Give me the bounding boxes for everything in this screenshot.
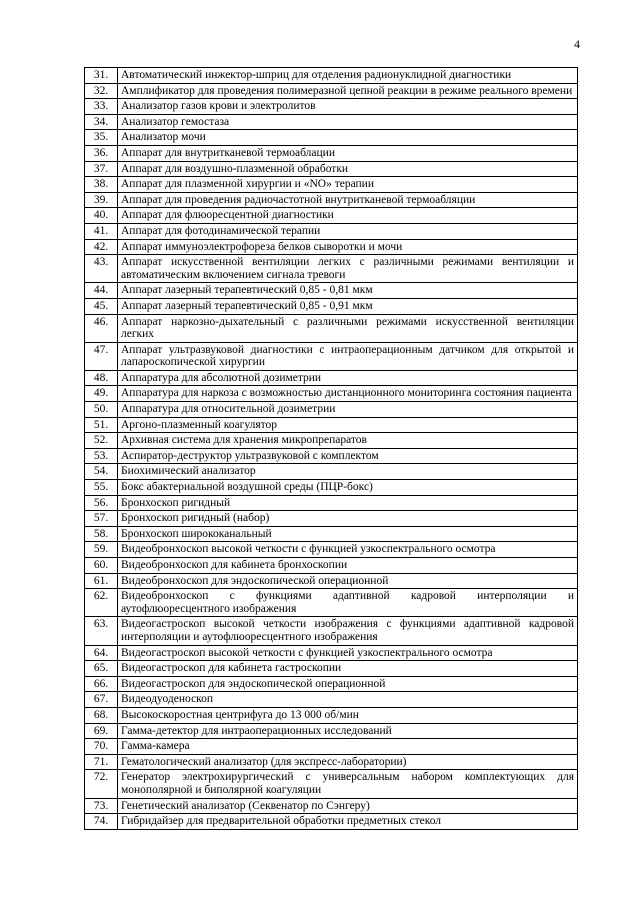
table-row — [85, 208, 578, 224]
table-row — [85, 342, 578, 370]
table-row — [85, 511, 578, 527]
equipment-name: Бронхоскоп ригидный (набор) — [118, 511, 578, 527]
row-number: 67. — [85, 692, 118, 708]
row-number: 53. — [85, 448, 118, 464]
equipment-name: Бронхоскоп ширококанальный — [118, 526, 578, 542]
table-row — [85, 798, 578, 814]
row-number: 47. — [85, 342, 118, 370]
equipment-name: Гамма-камера — [118, 739, 578, 755]
table-row — [85, 314, 578, 342]
row-number: 36. — [85, 145, 118, 161]
row-number: 72. — [85, 770, 118, 798]
row-number: 33. — [85, 99, 118, 115]
row-number: 38. — [85, 177, 118, 193]
equipment-name: Аппарат для флюоресцентной диагностики — [118, 208, 578, 224]
table-row — [85, 130, 578, 146]
table-row — [85, 692, 578, 708]
table-row — [85, 114, 578, 130]
table-row — [85, 495, 578, 511]
equipment-name: Видеобронхоскоп высокой четкости с функцией узкоспектрального осмотра — [118, 542, 578, 558]
equipment-name: Бокс абактериальной воздушной среды (ПЦР-бокс) — [118, 480, 578, 496]
table-row — [85, 707, 578, 723]
table-row — [85, 542, 578, 558]
table-row — [85, 177, 578, 193]
row-number: 74. — [85, 814, 118, 830]
row-number: 54. — [85, 464, 118, 480]
equipment-name: Видеогастроскоп высокой четкости с функцией узкоспектрального осмотра — [118, 645, 578, 661]
equipment-name: Автоматический инжектор-шприц для отделения радионуклидной диагностики — [118, 68, 578, 84]
table-row — [85, 558, 578, 574]
row-number: 60. — [85, 558, 118, 574]
equipment-name: Аппарат для воздушно-плазменной обработки — [118, 161, 578, 177]
table-row — [85, 645, 578, 661]
table-row — [85, 661, 578, 677]
row-number: 51. — [85, 417, 118, 433]
row-number: 39. — [85, 192, 118, 208]
table-row — [85, 448, 578, 464]
equipment-name: Гематологический анализатор (для экспресс-лаборатории) — [118, 754, 578, 770]
equipment-table-body — [85, 68, 578, 830]
equipment-name: Аппарат иммуноэлектрофореза белков сыворотки и мочи — [118, 239, 578, 255]
equipment-name: Генетический анализатор (Секвенатор по Сэнгеру) — [118, 798, 578, 814]
row-number: 42. — [85, 239, 118, 255]
table-row — [85, 386, 578, 402]
equipment-name: Аппаратура для абсолютной дозиметрии — [118, 370, 578, 386]
table-row — [85, 770, 578, 798]
row-number: 34. — [85, 114, 118, 130]
row-number: 41. — [85, 223, 118, 239]
row-number: 61. — [85, 573, 118, 589]
equipment-name: Анализатор газов крови и электролитов — [118, 99, 578, 115]
equipment-name: Аппарат ультразвуковой диагностики с интраоперационным датчиком для открытой и лапароскопической хирургии — [118, 342, 578, 370]
equipment-name: Аппаратура для наркоза с возможностью дистанционного мониторинга состояния пациента — [118, 386, 578, 402]
equipment-name: Аппарат для внутритканевой термоаблации — [118, 145, 578, 161]
table-row — [85, 723, 578, 739]
row-number: 66. — [85, 676, 118, 692]
table-row — [85, 283, 578, 299]
table-row — [85, 298, 578, 314]
equipment-name: Амплификатор для проведения полимеразной цепной реакции в режиме реального времени — [118, 83, 578, 99]
row-number: 40. — [85, 208, 118, 224]
equipment-name: Видеогастроскоп для кабинета гастроскопии — [118, 661, 578, 677]
equipment-name: Аргоно-плазменный коагулятор — [118, 417, 578, 433]
table-row — [85, 68, 578, 84]
equipment-name: Видеобронхоскоп для эндоскопической операционной — [118, 573, 578, 589]
equipment-name: Аппарат для фотодинамической терапии — [118, 223, 578, 239]
row-number: 62. — [85, 589, 118, 617]
table-row — [85, 161, 578, 177]
table-row — [85, 83, 578, 99]
row-number: 69. — [85, 723, 118, 739]
table-row — [85, 480, 578, 496]
equipment-name: Аппарат искусственной вентиляции легких с различными режимами вентиляции и автоматическим включением сигнала тревоги — [118, 255, 578, 283]
equipment-name: Видеогастроскоп высокой четкости изображения с функциями адаптивной кадровой интерполяции и аутофлюоресцентного изображения — [118, 617, 578, 645]
row-number: 56. — [85, 495, 118, 511]
equipment-name: Аппарат лазерный терапевтический 0,85 - 0,91 мкм — [118, 298, 578, 314]
equipment-name: Гамма-детектор для интраоперационных исследований — [118, 723, 578, 739]
row-number: 52. — [85, 433, 118, 449]
table-row — [85, 417, 578, 433]
table-row — [85, 192, 578, 208]
equipment-name: Анализатор гемостаза — [118, 114, 578, 130]
equipment-name: Гибридайзер для предварительной обработки предметных стекол — [118, 814, 578, 830]
equipment-table — [84, 67, 578, 830]
row-number: 70. — [85, 739, 118, 755]
equipment-name: Видеобронхоскоп с функциями адаптивной кадровой интерполяции и аутофлюоресцентного изображения — [118, 589, 578, 617]
table-row — [85, 754, 578, 770]
equipment-name: Аппаратура для относительной дозиметрии — [118, 402, 578, 418]
row-number: 43. — [85, 255, 118, 283]
equipment-name: Биохимический анализатор — [118, 464, 578, 480]
equipment-name: Бронхоскоп ригидный — [118, 495, 578, 511]
table-row — [85, 223, 578, 239]
table-row — [85, 99, 578, 115]
row-number: 59. — [85, 542, 118, 558]
row-number: 31. — [85, 68, 118, 84]
table-row — [85, 814, 578, 830]
table-row — [85, 589, 578, 617]
row-number: 46. — [85, 314, 118, 342]
row-number: 71. — [85, 754, 118, 770]
row-number: 44. — [85, 283, 118, 299]
row-number: 65. — [85, 661, 118, 677]
row-number: 63. — [85, 617, 118, 645]
table-row — [85, 402, 578, 418]
row-number: 45. — [85, 298, 118, 314]
row-number: 55. — [85, 480, 118, 496]
row-number: 49. — [85, 386, 118, 402]
row-number: 37. — [85, 161, 118, 177]
row-number: 50. — [85, 402, 118, 418]
equipment-name: Видеобронхоскоп для кабинета бронхоскопии — [118, 558, 578, 574]
row-number: 32. — [85, 83, 118, 99]
row-number: 35. — [85, 130, 118, 146]
equipment-name: Архивная система для хранения микропрепаратов — [118, 433, 578, 449]
equipment-name: Аппарат наркозно-дыхательный с различными режимами искусственной вентиляции легких — [118, 314, 578, 342]
equipment-name: Генератор электрохирургический с универсальным набором комплектующих для монополярной и биполярной коагуляции — [118, 770, 578, 798]
equipment-name: Видеодуоденоскоп — [118, 692, 578, 708]
table-row — [85, 239, 578, 255]
table-row — [85, 739, 578, 755]
row-number: 48. — [85, 370, 118, 386]
table-row — [85, 464, 578, 480]
table-row — [85, 255, 578, 283]
equipment-name: Аппарат для плазменной хирургии и «NO» терапии — [118, 177, 578, 193]
row-number: 58. — [85, 526, 118, 542]
row-number: 57. — [85, 511, 118, 527]
row-number: 64. — [85, 645, 118, 661]
table-row — [85, 676, 578, 692]
equipment-name: Аспиратор-деструктор ультразвуковой с комплектом — [118, 448, 578, 464]
equipment-name: Высокоскоростная центрифуга до 13 000 об/мин — [118, 707, 578, 723]
table-row — [85, 433, 578, 449]
row-number: 73. — [85, 798, 118, 814]
row-number: 68. — [85, 707, 118, 723]
equipment-name: Аппарат для проведения радиочастотной внутритканевой термоабляции — [118, 192, 578, 208]
page-number: 4 — [574, 37, 580, 51]
equipment-name: Видеогастроскоп для эндоскопической операционной — [118, 676, 578, 692]
table-row — [85, 370, 578, 386]
table-row — [85, 617, 578, 645]
equipment-name: Аппарат лазерный терапевтический 0,85 - 0,81 мкм — [118, 283, 578, 299]
table-row — [85, 526, 578, 542]
equipment-name: Анализатор мочи — [118, 130, 578, 146]
table-row — [85, 145, 578, 161]
table-row — [85, 573, 578, 589]
